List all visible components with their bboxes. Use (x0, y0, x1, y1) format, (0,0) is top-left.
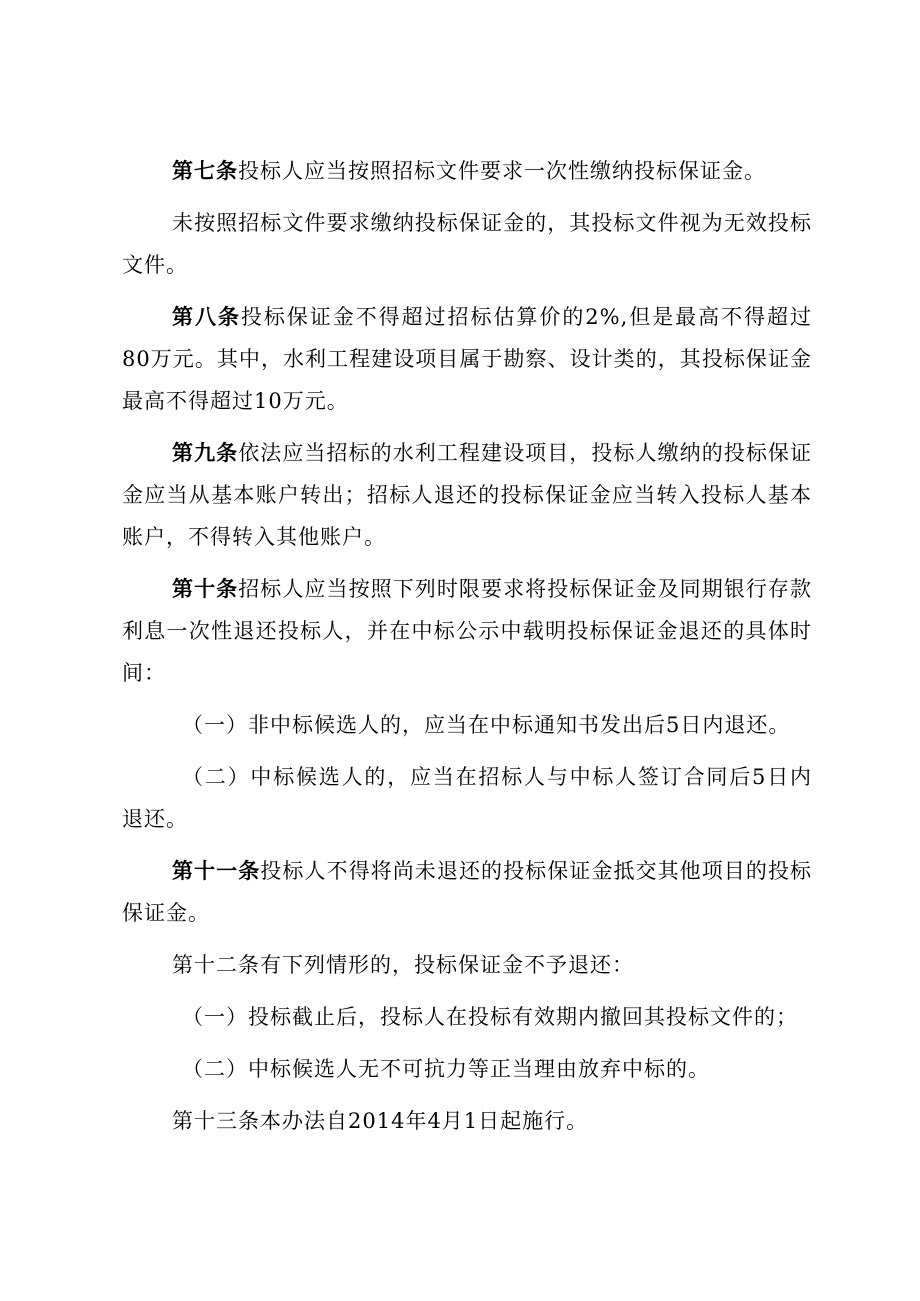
article-12 (122, 944, 812, 986)
article-heading: 第十一条 (172, 859, 261, 883)
article-10-item-1 (122, 704, 812, 746)
article-heading: 第十条 (172, 577, 239, 601)
article-text: 未按照招标文件要求缴纳投标保证金的，其投标文件视为无效投标文件。 (122, 211, 812, 277)
article-text: （二）中标候选人无不可抗力等正当理由放弃中标的。 (182, 1057, 710, 1081)
article-10-item-2 (122, 756, 812, 840)
article-text: 投标人应当按照招标文件要求一次性缴纳投标保证金。 (238, 159, 766, 183)
article-text: 第十三条本办法自2014年4月1日起施行。 (172, 1109, 589, 1133)
article-9 (122, 432, 812, 558)
article-12-item-2 (122, 1048, 812, 1090)
article-8 (122, 296, 812, 422)
article-text: （二）中标候选人的，应当在招标人与中标人签订合同后5日内退还。 (122, 765, 812, 831)
article-10 (122, 568, 812, 694)
article-heading: 第七条 (172, 159, 238, 183)
article-7-para-2 (122, 202, 812, 286)
article-text: 依法应当招标的水利工程建设项目，投标人缴纳的投标保证金应当从基本账户转出；招标人退还的投标保证金应当转入投标人基本账户，不得转入其他账户。 (122, 441, 813, 549)
article-11 (122, 850, 812, 934)
article-text: （一）投标截止后，投标人在投标有效期内撤回其投标文件的； (182, 1005, 798, 1029)
article-heading: 第九条 (172, 441, 239, 465)
article-13 (122, 1100, 812, 1142)
article-7 (122, 150, 812, 192)
article-heading: 第八条 (172, 305, 241, 329)
article-12-item-1 (122, 996, 812, 1038)
article-text: 投标人不得将尚未退还的投标保证金抵交其他项目的投标保证金。 (122, 859, 813, 925)
article-text: （一）非中标候选人的，应当在中标通知书发出后5日内退还。 (182, 713, 791, 737)
article-text: 第十二条有下列情形的，投标保证金不予退还： (172, 953, 634, 977)
article-text: 招标人应当按照下列时限要求将投标保证金及同期银行存款利息一次性退还投标人，并在中标公示中载明投标保证金退还的具体时间： (122, 577, 813, 685)
article-text: 投标保证金不得超过招标估算价的2%,但是最高不得超过80万元。其中，水利工程建设项目属于勘察、设计类的，其投标保证金最高不得超过10万元。 (122, 305, 812, 413)
